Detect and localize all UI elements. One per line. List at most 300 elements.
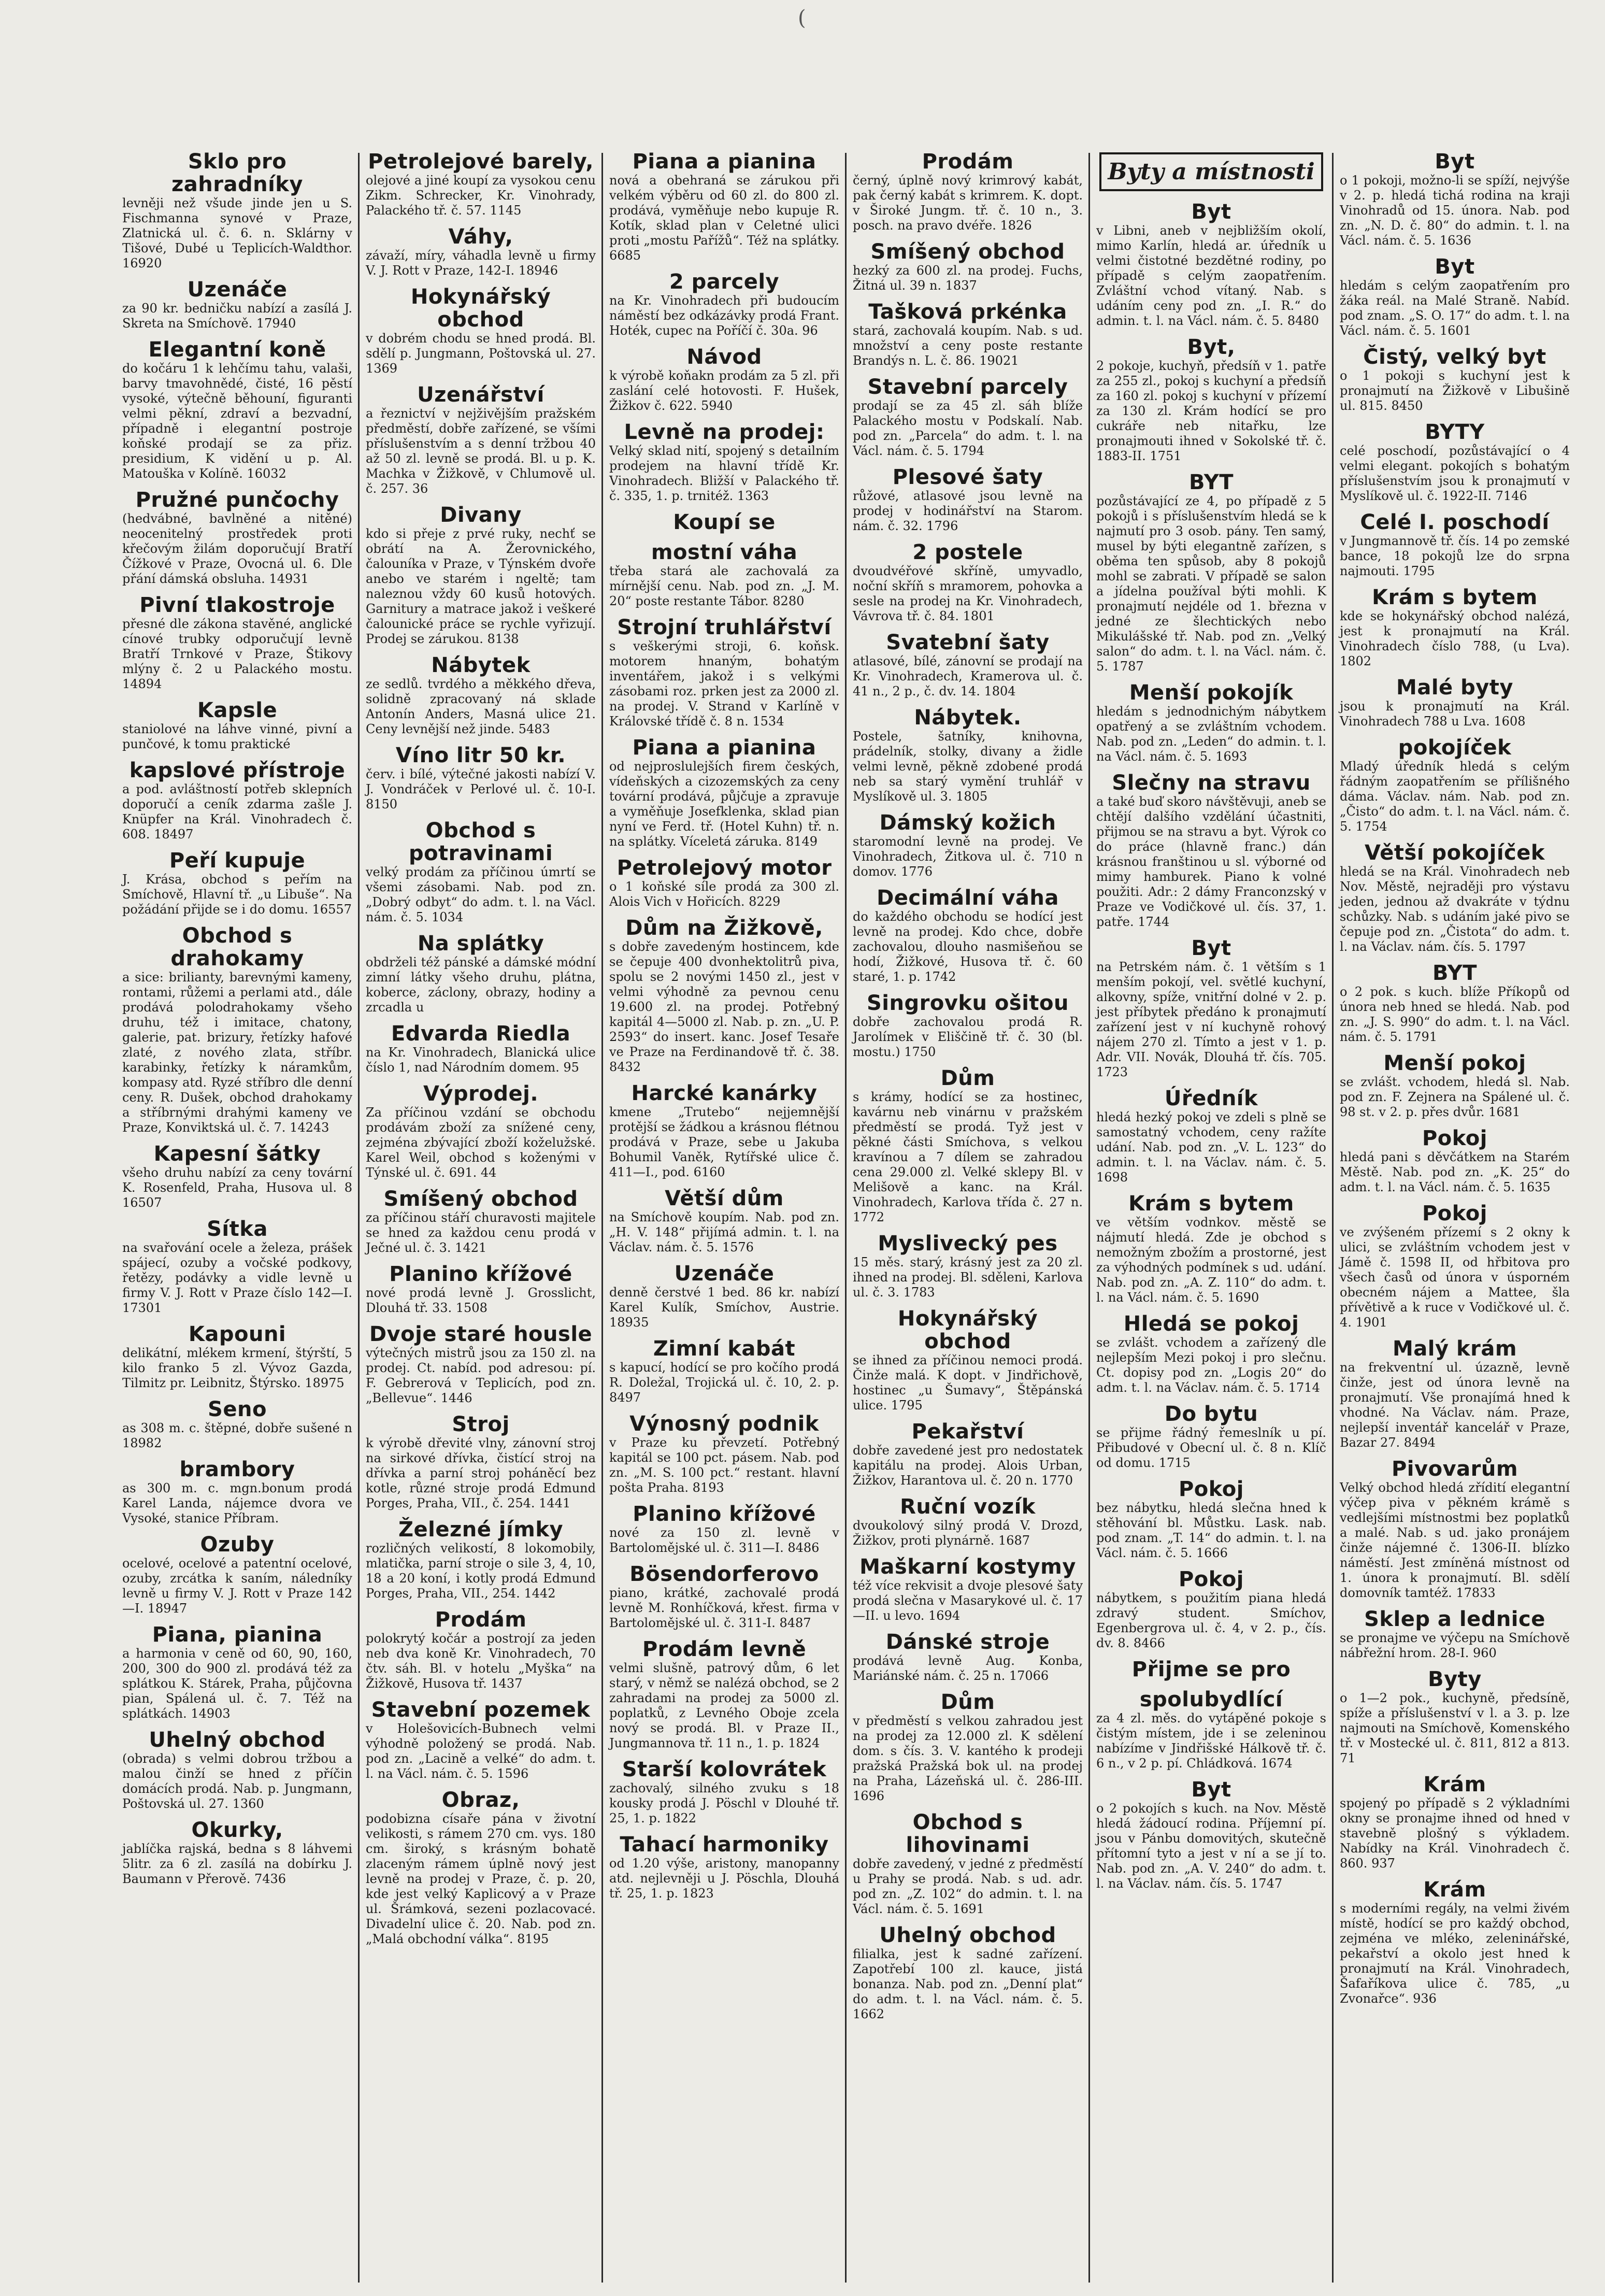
classified-ad	[609, 346, 839, 413]
classified-ad	[122, 924, 352, 1135]
ad-body: se přijme řádný řemeslník u pí. Přibudové v Obecní ul. č. 8 n. Klíč od domu. 1715	[1096, 1425, 1326, 1470]
ad-body: v dobrém chodu se hned prodá. Bl. sdělí p. Jungmann, Poštovská ul. 27. 1369	[366, 331, 596, 376]
ad-body: staromodní levně na prodej. Ve Vinohradech, Žitkova ul. č. 710 n domov. 1776	[853, 834, 1083, 879]
ad-heading: Hledá se pokoj	[1123, 1312, 1299, 1336]
classified-ad	[1340, 736, 1570, 834]
classified-ad	[853, 811, 1083, 879]
classified-ad	[122, 594, 352, 692]
ad-body: výtečných mistrů jsou za 150 zl. na prodej. Ct. nabíd. pod adresou: pí. F. Gebrerová v Teplicích, pod zn. „Bellevue“. 1446	[366, 1346, 596, 1405]
ad-body: kde se hokynářský obchod nalézá, jest k pronajmutí na Král. Vinohradech číslo 788, (u Lva). 1802	[1340, 609, 1570, 668]
ad-heading: Plesové šaty	[892, 465, 1043, 489]
ad-heading: Malé byty	[1396, 676, 1513, 700]
ad-heading: Výnosný podnik	[629, 1412, 819, 1436]
ad-heading: Ozuby	[200, 1533, 275, 1557]
ad-heading: Maškarní kostymy	[859, 1555, 1076, 1579]
ad-heading: Dům	[940, 1066, 995, 1090]
classified-ad	[366, 1608, 596, 1691]
ad-body: denně čerstvé 1 bed. 86 kr. nabízí Karel Kulík, Smíchov, Austrie. 18935	[609, 1285, 839, 1330]
ad-body: závaží, míry, váhadla levně u firmy V. J. Rott v Praze, 142-I. 18946	[366, 248, 596, 278]
column-rule	[1088, 153, 1090, 2283]
ad-body: (obrada) s velmi dobrou tržbou a malou činží se hned z příčin domácích prodá. Nab. p. Jungmann, Poštovská ul. 27. 1360	[122, 1751, 352, 1811]
ad-heading: Pokoj	[1178, 1477, 1244, 1501]
ad-heading: Byty	[1428, 1667, 1482, 1691]
ad-heading: Krám s bytem	[1128, 1192, 1294, 1216]
ad-heading: Singrovku ošitou	[867, 991, 1069, 1015]
ad-heading: Výprodej.	[423, 1082, 539, 1106]
ad-heading: Byt	[1191, 1778, 1231, 1802]
classified-ad	[609, 421, 839, 504]
ad-heading: Menší pokojík	[1129, 681, 1294, 705]
ad-heading: pokojíček	[1398, 736, 1512, 760]
ad-heading: Peří kupuje	[169, 849, 306, 873]
classified-ad	[1340, 150, 1570, 248]
ad-heading: Dánské stroje	[885, 1630, 1050, 1654]
ad-body: rozličných velikostí, 8 lokomobily, mlatička, parní stroje o sile 3, 4, 10, 18 a 20 koní, i kotly prodá Edmund Porges, Praha, VII., 254. 1442	[366, 1541, 596, 1601]
ad-body: (hedvábné, bavlněné a nitěné) neocenitelný prostředek proti křečovým žilám doporučují Bratří Čížkové v Praze, Ovocná ul. 6. Dle přání dámská obsluha. 14931	[122, 511, 352, 586]
ad-body: Za příčinou vzdání se obchodu prodávám zboží za snížené ceny, zejména zbývající zboží koželužské. Karel Weil, obchod s koženými v Týnské ul. č. 691. 44	[366, 1105, 596, 1180]
ad-body: hledá se na Král. Vinohradech neb Nov. Městě, nejraději pro výstavu jeden, jednou až dvakráte v týdnu schůzky. Nab. s udáním jaké pivo se čepuje pod zn. „Čistota“ do adm. t. l. na Václav. nám. čís. 5. 1797	[1340, 864, 1570, 954]
ad-body: v předměstí s velkou zahradou jest na prodej za 12.000 zl. K sdělení dom. s čís. 3. V. kantého k prodeji pražská Pražská bok ul. na prodej na Praha, Lázeňská ul. č. 286-III. 1696	[853, 1714, 1083, 1803]
ad-body: kdo si přeje z prvé ruky, nechť se obrátí na A. Žerovnického, čalouníka v Praze, v Týnském dvoře anebo ve starém i ngeltě; tam naleznou vždy 60 kusů hotových. Garnitury a matrace jakož i veškeré čalounické práce se rychle vyřizují. Prodej se zárukou. 8138	[366, 526, 596, 646]
ad-heading: Edvarda Riedla	[391, 1022, 571, 1046]
ad-body: as 308 m. c. štěpné, dobře sušené n 18982	[122, 1421, 352, 1450]
classified-ad	[1096, 772, 1326, 930]
ad-heading: Úředník	[1164, 1087, 1258, 1110]
ad-body: polokrytý kočár a postrojí za jeden neb dva koně Kr. Vinohradech, 70 čtv. sáh. Bl. v hotelu „Myška“ na Žižkově, Husova tř. 1437	[366, 1631, 596, 1691]
ad-body: v Jungmannově tř. čís. 14 po zemské bance, 18 pokojů lze do srpna najmouti. 1795	[1340, 534, 1570, 578]
classified-ad	[853, 1924, 1083, 2022]
classified-ad	[1340, 1052, 1570, 1120]
ad-body: dobře zavedené jest pro nedostatek kapitálu na prodej. Alois Urban, Žižkov, Harantova ul. č. 20 n. 1770	[853, 1443, 1083, 1488]
ad-heading: Sklep a lednice	[1364, 1607, 1545, 1631]
ad-body: a řeznictví v nejživějším pražském předměstí, dobře zařízené, se všími příslušenstvím a s denní tržbou 40 až 50 zl. levně se prodá. Bl. u p. K. Machka v Žižkově, v Chlumově ul. č. 257. 36	[366, 406, 596, 496]
ad-heading: Piana a pianina	[632, 736, 816, 760]
ad-body: hezký za 600 zl. na prodej. Fuchs, Žitná ul. 39 n. 1837	[853, 263, 1083, 293]
ad-body: k výrobě dřevité vlny, zánovní stroj na sirkové dřívka, čistící stroj na dřívka a parní stroj poháněcí bez kotle, různé stroje prodá Edmund Porges, Praha, VII., č. 254. 1441	[366, 1436, 596, 1510]
classified-ad	[609, 616, 839, 729]
classified-ad	[122, 759, 352, 842]
classified-ad	[1340, 1668, 1570, 1766]
classified-ad	[1096, 1192, 1326, 1305]
ad-heading: Čistý, velký byt	[1363, 345, 1546, 369]
ad-heading: Byt,	[1187, 335, 1236, 359]
column-3	[606, 150, 842, 2285]
ad-heading: Smíšený obchod	[383, 1187, 578, 1211]
ad-heading: Do bytu	[1164, 1402, 1258, 1426]
classified-ad	[609, 1638, 839, 1751]
ad-heading: Divany	[440, 503, 522, 527]
classified-ad	[853, 1556, 1083, 1623]
ad-heading: BYT	[1432, 961, 1478, 985]
classified-ad	[853, 706, 1083, 804]
ad-body: za 90 kr. bedničku nabízí a zasílá J. Skreta na Smíchově. 17940	[122, 301, 352, 331]
ad-body: velký prodám za příčinou úmrtí se všemi zásobami. Nab. pod zn. „Dobrý odbyt“ do adm. t. l. na Václ. nám. č. 5. 1034	[366, 865, 596, 924]
ad-body: hledám s celým zaopatřením pro žáka reál. na Malé Straně. Nabíd. pod znam. „S. O. 17“ do adm. t. l. na Václ. nám. č. 5. 1601	[1340, 278, 1570, 338]
page-top-mark: (	[798, 6, 806, 30]
ad-heading: Starší kolovrátek	[622, 1758, 827, 1781]
ad-heading: Tašková prkénka	[868, 300, 1067, 324]
classified-ad	[122, 699, 352, 752]
ad-heading: Váhy,	[448, 225, 513, 249]
ad-heading: Petrolejové barely,	[368, 150, 594, 174]
classified-ad	[609, 1413, 839, 1495]
classified-ad	[1340, 1878, 1570, 2006]
ad-body: od nejproslulejších firem českých, vídeňských a cizozemských za ceny tovární prodává, půjčuje a zpravuje a vyměňuje Josefklenka, sklad pian nyní ve Ferd. tř. (Hotel Kuhn) tř. n. na splátky. Víceletá záruka. 8149	[609, 759, 839, 849]
classified-ad	[366, 504, 596, 647]
classified-ad	[609, 541, 839, 609]
ad-body: stará, zachovalá koupím. Nab. s ud. množství a ceny poste restante Brandýs n. L. č. 86. 19021	[853, 323, 1083, 368]
ad-heading: Stavební parcely	[867, 375, 1068, 399]
ad-heading: Myslivecký pes	[878, 1232, 1058, 1256]
ad-heading: Obchod s potravinami	[408, 819, 553, 865]
ad-body: s moderními regály, na velmi živém místě, hodící se pro každý obchod, zejména ve mléko, zeleninářské, pekařství a okolo jest hned k pronajmutí na Král. Vinohradech, Šafaříkova ulice č. 785, „u Zvonařce“. 936	[1340, 1901, 1570, 2006]
ad-heading: Ruční vozík	[900, 1495, 1036, 1519]
ad-body: s veškerými stroji, 6. koňsk. motorem hnaným, bohatým inventářem, jakož i s velkými zásobami roz. prken jest za 2000 zl. na prodej. V. Strand v Karlíně v Královské třídě č. 8 n. 1534	[609, 639, 839, 729]
classified-ad	[1340, 842, 1570, 954]
classified-ad	[1340, 1202, 1570, 1330]
classified-ad	[122, 1623, 352, 1721]
ad-body: delikátní, mlékem krmení, štýrští, 5 kilo franko 5 zl. Vývoz Gazda, Tilmitz pr. Leibnitz, Štýrsko. 18975	[122, 1346, 352, 1390]
ad-heading: Dům	[940, 1690, 995, 1714]
ad-body: atlasové, bílé, zánovní se prodají na Kr. Vinohradech, Kramerova ul. č. 41 n., 2 p., č. dv. 14. 1804	[853, 654, 1083, 698]
ad-body: velmi slušně, patrový dům, 6 let starý, v němž se nalézá obchod, se 2 zahradami na prodej za 5000 zl. poplatků, z Levného Oboje zcela nový se prodá. Bl. v Praze II., Jungmannova tř. 11 n., 1. p. 1824	[609, 1661, 839, 1750]
ad-heading: Prodám	[922, 150, 1014, 174]
ad-body: se zvlášt. vchodem, hledá sl. Nab. pod zn. F. Zejnera na Spálené ul. č. 98 st. v 2. p. přes dvůr. 1681	[1340, 1075, 1570, 1119]
ad-heading: Harcké kanárky	[631, 1081, 818, 1105]
classified-ad	[1340, 1337, 1570, 1450]
ad-body: s dobře zavedeným hostincem, kde se čepuje 400 dvonhektolitrů piva, spolu se 2 novými 1450 zl., jest v velmi výhodně za pevnou cenu 19.600 zl. na prodej. Potřebný kapitál 4—5000 zl. Nab. p. zn. „U. P. 2593“ do insert. kanc. Josef Tesaře ve Praze na Ferdinandově tř. č. 38. 8432	[609, 939, 839, 1074]
classified-ad	[853, 240, 1083, 293]
classified-ad	[122, 150, 352, 271]
ad-heading: Levně na prodej:	[624, 420, 825, 444]
classified-ad	[366, 383, 596, 496]
ad-heading: Slečny na stravu	[1112, 771, 1311, 795]
ad-body: červ. i bílé, výtečné jakosti nabízí V. J. Vondráček v Perlové ul. č. 10-I. 8150	[366, 767, 596, 811]
ad-body: dvoudvéřové skříně, umyvadlo, noční skříň s mramorem, pohovka a sesle na prodej na Kr. Vinohradech, Vávrova tř. č. 84. 1801	[853, 564, 1083, 623]
ad-heading: Celé I. poschodí	[1360, 510, 1550, 534]
ad-heading: Menší pokoj	[1383, 1051, 1526, 1075]
ad-heading: Kapsle	[197, 698, 278, 722]
column-2	[363, 150, 599, 2285]
ad-heading: Piana, pianina	[152, 1623, 323, 1647]
classified-ad	[853, 887, 1083, 985]
ad-body: na Kr. Vinohradech při budoucím náměstí bez odkázávky prodá Frant. Hoték, cupec na Poříčí č. 30a. 96	[609, 293, 839, 338]
ad-body: na svařování ocele a železa, prášek spájecí, ozuby a vočské podkovy, řetězy, podávky a vidle levně u firmy V. J. Rott v Praze číslo 142—I. 17301	[122, 1240, 352, 1315]
ad-body: s kapucí, hodící se pro kočího prodá R. Doležal, Trojická ul. č. 10, 2. p. 8497	[609, 1360, 839, 1405]
ad-heading: Krám	[1423, 1878, 1486, 1902]
classified-ad	[1340, 511, 1570, 579]
ad-body: jsou k pronajmutí na Král. Vinohradech 788 u Lva. 1608	[1340, 699, 1570, 729]
ad-body: kmene „Trutebo“ nejjemnější protější se žádkou a krásnou flétnou prodává v Praze, sebe u Jakuba Bohumil Vaněk, Rytířské ulice č. 411—I., pod. 6160	[609, 1105, 839, 1179]
ad-body: ve větším vodnkov. městě se nájmutí hledá. Zde je obchod s nemožným zbožím a prostorné, jest za výhodných podmínek s ud. udání. Nab. pod zn. „A. Z. 110“ do adm. t. l. na Václ. nám. č. 5. 1690	[1096, 1215, 1326, 1305]
classified-ad	[609, 1337, 839, 1405]
classified-ad	[366, 1082, 596, 1180]
classified-ad	[366, 654, 596, 737]
ad-heading: Dámský kožich	[879, 811, 1056, 835]
classified-ad	[122, 1323, 352, 1391]
ad-body: pozůstávající ze 4, po případě z 5 pokojů i s příslušenstvím hledá se k najmutí pro 3 osob. pány. Ten samý, musel by býti elegantně zařízen, s oběma ten spůsob, aby 8 pokojů mohl se zabrati. V případě se salon a jídelna používal býti mohli. K pronajmutí nejdéle od 1. března v jedné ze šlechtických nebo Mikulášské tř. Nab. pod zn. „Velký salon“ do adm. t. l. na Václ. nám. č. 5. 1787	[1096, 494, 1326, 674]
ad-body: ocelové, ocelové a patentní ocelové, ozuby, zrcátka k saním, náledníky levně u firmy V. J. Rott v Praze 142—I. 18947	[122, 1556, 352, 1616]
ad-body: do kočáru 1 k lehčímu tahu, valaši, barvy tmavohnědé, čisté, 16 pěstí vysoké, výtečně běhouní, figuranti velmi pěkní, zdraví a bezvadní, případně i elegantní postroje koňské prodají se za přiz. presidium, K vidění u p. Al. Matouška v Kolíně. 16032	[122, 361, 352, 481]
ad-heading: Malý krám	[1392, 1337, 1517, 1361]
ad-body: celé poschodí, pozůstávající o 4 velmi elegant. pokojích s bohatým příslušenstvím jsou k pronajmutí v Myslíkově ul. č. 1922-II. 7146	[1340, 444, 1570, 503]
classified-ad	[609, 511, 839, 534]
ad-body: a sice: brilianty, barevnými kameny, rontami, růžemi a perlami atd., dále prodává polodrahokamy všeho druhu, též i imitace, chatony, galerie, pat. brizury, řetízky hafové zlaté, z nového zlata, stříbr. karabinky, řetízky k náramkům, kompasy atd. Ryzé stříbro dle denní ceny. R. Dušek, obchod drahokamy a stříbrnými drahými kameny ve Praze, Konviktská ul. č. 7. 14243	[122, 970, 352, 1135]
classified-ad	[853, 1232, 1083, 1300]
classified-ad	[1340, 1458, 1570, 1601]
classified-ad	[853, 301, 1083, 368]
ad-body: všeho druhu nabízí za ceny tovární K. Rosenfeld, Praha, Husova ul. 8 16507	[122, 1165, 352, 1210]
classified-ad	[853, 150, 1083, 233]
classified-ad	[609, 917, 839, 1075]
column-4	[850, 150, 1086, 2285]
ad-heading: Obchod s lihovinami	[906, 1810, 1030, 1857]
classified-ad	[366, 1789, 596, 1947]
ad-body: dobře zavedený, v jedné z předměstí u Prahy se prodá. Nab. s ud. adr. pod zn. „Z. 102“ do admin. t. l. na Václ. nám. č. 5. 1691	[853, 1857, 1083, 1916]
classified-ad	[853, 1067, 1083, 1225]
ad-body: přesné dle zákona stavěné, anglické cínové trubky odporučují levně Bratří Trnkové v Praze, Štikovy mlýny č. 2 u Palackého mostu. 14894	[122, 617, 352, 691]
classified-ad	[366, 744, 596, 812]
ad-body: staniolové na láhve vinné, pivní a punčové, k tomu praktické	[122, 722, 352, 751]
ad-body: ve zvýšeném přízemí s 2 okny k ulici, se zvláštním vchodem jest v Jámě č. 1598 II, od hřbitova pro všech časů od února v úsporném obecném nájem a Mattee, šla přívětivě a k ruce v Vodičkové ul. č. 4. 1901	[1340, 1225, 1570, 1330]
ad-heading: Byt	[1435, 150, 1475, 174]
classified-ad	[366, 150, 596, 218]
ad-body: Velký obchod hledá zřídití elegantní výčep piva v pěkném krámě s vedlejšími místnostmi bez poplatků a malé. Nab. s ud. jako pronájem činže nájemné č. 1306-II. blízko náměstí. Jest zmíněná místnost od 1. února k pronajmutí. Bl. sdělí domovník tamtéž. 17833	[1340, 1480, 1570, 1600]
ad-heading: Seno	[208, 1397, 267, 1421]
ad-heading: Krám	[1423, 1773, 1486, 1796]
ad-heading: Koupí se	[673, 510, 776, 534]
ad-heading: Pokoj	[1422, 1202, 1487, 1225]
classified-ad	[609, 1503, 839, 1556]
ad-heading: Hokynářský obchod	[897, 1307, 1038, 1353]
ad-body: dvoukolový silný prodá V. Drozd, Žižkov, proti plynárně. 1687	[853, 1518, 1083, 1548]
classified-ad	[1096, 1688, 1326, 1771]
ad-body: na Smíchově koupím. Nab. pod zn. „H. V. 148“ přijímá admin. t. l. na Václav. nám. č. 5. 1576	[609, 1210, 839, 1254]
ad-body: as 300 m. c. mgn.bonum prodá Karel Landa, nájemce dvora ve Vysoké, stanice Příbram.	[122, 1481, 352, 1525]
ad-body: o 1 koňské síle prodá za 300 zl. Alois Vich v Hořicích. 8229	[609, 879, 839, 909]
ad-heading: Víno litr 50 kr.	[395, 744, 566, 767]
ad-body: J. Krása, obchod s peřím na Smíchově, Hlavní tř. „u Libuše“. Na požádání přijde se i do domu. 16557	[122, 872, 352, 917]
classified-ad	[609, 857, 839, 909]
ad-body: nové za 150 zl. levně v Bartolomějské ul. č. 311—I. 8486	[609, 1525, 839, 1555]
classified-ad	[1096, 681, 1326, 764]
classified-ad	[1340, 1127, 1570, 1195]
ad-body: Mladý úředník hledá s celým řádným zaopatřením se přílišného dáma. Václav. nám. Nab. pod zn. „Čisto“ do adm. t. l. na Václ. nám. č. 5. 1754	[1340, 759, 1570, 834]
ad-body: též více rekvisit a dvoje plesové šaty prodá slečna v Masarykové ul. č. 17—II. u levo. 1694	[853, 1578, 1083, 1623]
ad-body: Velký sklad nití, spojený s detailním prodejem na hlavní třídě Kr. Vinohradech. Bližší v Palackého tř. č. 335, 1. p. trnitéž. 1363	[609, 444, 839, 503]
ad-heading: Železné jímky	[398, 1518, 564, 1542]
ad-body: hledá pani s děvčátkem na Starém Městě. Nab. pod zn. „K. 25“ do adm. t. l. na Václ. nám. č. 5. 1635	[1340, 1150, 1570, 1194]
ad-heading: Byt	[1191, 936, 1231, 960]
ad-heading: Nábytek	[431, 653, 531, 677]
classified-ad	[122, 1458, 352, 1526]
ad-body: piano, krátké, zachovalé prodá levně M. Ronhíčková, křest. firma v Bartolomějské ul. č. 311-I. 8487	[609, 1586, 839, 1630]
classified-ad	[366, 1263, 596, 1316]
ad-body: hledám s jednodnichým nábytkem opatřený a se zvláštním vchodem. Nab. pod zn. „Leden“ do admin. t. l. na Václ. nám. č. 5. 1693	[1096, 704, 1326, 764]
ad-body: v Holešovicích-Bubnech velmi výhodně položený se prodá. Nab. pod zn. „Lacině a velké“ do adm. t. l. na Václ. nám. č. 5. 1596	[366, 1721, 596, 1781]
ad-body: na frekventní ul. úzazně, levně činže, jest od února levně na pronajmutí. Vše pronajímá hned k vhodné. Na Václav. nám. Praze, nejlepší inventář kancelář v Praze, Bazar 27. 8494	[1340, 1360, 1570, 1450]
classified-ad	[122, 1533, 352, 1616]
ad-heading: Dvoje staré housle	[369, 1322, 593, 1346]
classified-ad	[853, 631, 1083, 699]
ad-heading: Piana a pianina	[632, 150, 816, 174]
classified-ad	[1340, 255, 1570, 338]
column-rule	[358, 153, 360, 2283]
classified-ad	[609, 1563, 839, 1631]
classified-ad	[1096, 1478, 1326, 1561]
ad-body: na Kr. Vinohradech, Blanická ulice číslo 1, nad Národním domem. 95	[366, 1045, 596, 1075]
column-1	[119, 150, 355, 2285]
classified-ad	[366, 225, 596, 278]
ad-heading: Přijme se pro	[1131, 1658, 1291, 1681]
ad-body: se ihned za příčinou nemoci prodá. Činže malá. K dopt. v Jindřichově, hostinec „u Šumavy“, Štěpánská ulice. 1795	[853, 1353, 1083, 1413]
classified-ad	[1096, 1087, 1326, 1185]
ad-body: k výrobě koňakn prodám za 5 zl. při zaslání celé hotovosti. F. Hušek, Žižkov č. 622. 5940	[609, 368, 839, 413]
classified-ad	[366, 819, 596, 925]
classified-ad	[609, 1082, 839, 1180]
ad-heading: Sítka	[207, 1217, 268, 1241]
ad-heading: Kapesní šátky	[153, 1142, 321, 1166]
ad-heading: Byt	[1191, 200, 1231, 224]
ad-body: nábytkem, s použitím piana hledá zdravý student. Smíchov, Egenbergrova ul. č. 4, v 2. p., čís. dv. 8. 8466	[1096, 1591, 1326, 1650]
ad-heading: Obraz,	[441, 1788, 520, 1812]
ad-heading: BYT	[1188, 470, 1234, 494]
classified-ad	[609, 1758, 839, 1826]
ad-body: o 2 pokojích s kuch. na Nov. Městě hledá žádoucí rodina. Příjemní pí. jsou v Pánbu domovitých, skutečně přítomní tyto a jest v ní a se jí to. Nab. pod zn. „A. V. 240“ do adm. t. l. na Václav. nám. čís. 5. 1747	[1096, 1801, 1326, 1891]
classified-ad	[366, 1022, 596, 1075]
classified-ad	[366, 1413, 596, 1511]
classified-ad	[1340, 421, 1570, 504]
ad-heading: Uzenářství	[417, 383, 544, 407]
ad-body: levněji než všude jinde jen u S. Fischmanna synové v Praze, Zlatnická ul. č. 6. n. Sklárny v Tišové, Dubé u Teplicích-Waldthor. 16920	[122, 196, 352, 270]
classified-ad	[1340, 676, 1570, 729]
classified-ad	[1096, 336, 1326, 464]
classified-ad	[1340, 1773, 1570, 1871]
ad-body: prodají se za 45 zl. sáh blíže Palackého mostu v Podskalí. Nab. pod zn. „Parcela“ do adm. t. l. na Václ. nám. č. 5. 1794	[853, 398, 1083, 458]
ad-heading: Obchod s drahokamy	[170, 924, 304, 971]
section-header: Byty a místnosti	[1099, 152, 1323, 191]
classified-ad	[853, 1307, 1083, 1413]
ad-heading: BYTY	[1425, 420, 1485, 444]
ad-heading: 2 postele	[912, 540, 1023, 564]
classified-ad	[609, 736, 839, 849]
classified-ad	[853, 1420, 1083, 1488]
classified-ad	[609, 1833, 839, 1901]
column-rule	[601, 153, 603, 2283]
ad-heading: Sklo pro zahradníky	[171, 150, 303, 196]
classified-ad	[1096, 1403, 1326, 1471]
ad-body: nová a obehraná se zárukou při velkém výběru od 60 zl. do 800 zl. prodává, vyměňuje nebo kupuje R. Kotík, sklad plan v Celetné ulici proti „mostu Pařížů“. Též na splátky. 6685	[609, 173, 839, 263]
classified-ad	[122, 1729, 352, 1812]
classified-ad	[1096, 1658, 1326, 1681]
ad-heading: Pivovarům	[1391, 1457, 1518, 1481]
ad-heading: Petrolejový motor	[617, 856, 832, 880]
classified-ad	[122, 1143, 352, 1210]
classified-ad	[122, 849, 352, 917]
ad-heading: spolubydlící	[1139, 1688, 1283, 1712]
classified-ad	[122, 1819, 352, 1887]
ad-heading: Prodám	[435, 1608, 527, 1632]
ad-body: o 1—2 pok., kuchyně, předsíně, spíže a příslušenství v l. a 3. p. lze najmouti na Smíchově, Komenského tř. v Mostecké ul. č. 811, 812 a 813. 71	[1340, 1691, 1570, 1765]
classified-ad	[1340, 1608, 1570, 1661]
ad-body: podobizna císaře pána v životní velikosti, s rámem 270 cm. vys. 180 cm. široký, s krásným bohatě zlaceným rámem úplně nový jest levně na prodej v Praze, č. p. 20, kde jest velký Kaplicový a v Praze ul. Šrámková, sezeni pozlacovacé. Divadelní ulice č. 20. Nab. pod zn. „Malá obchodní válka“. 8195	[366, 1812, 596, 1946]
ad-heading: Pokoj	[1178, 1567, 1244, 1591]
ad-heading: Návod	[686, 345, 762, 369]
ad-body: 2 pokoje, kuchyň, předsíň v 1. patře za 255 zl., pokoj s kuchyní a předsíň za 160 zl. pokoj s kuchyní v přízemí za 130 zl. Krám hodící se pro cukráře neb nitařku, lze pronajmouti ihned v Sokolské tř. č. 1883-II. 1751	[1096, 359, 1326, 463]
classified-ad	[853, 1811, 1083, 1917]
ad-body: se pronajme ve výčepu na Smíchově nábřežní hrom. 28-I. 960	[1340, 1631, 1570, 1660]
ad-body: obdrželi též pánské a dámské módní zimní látky všeho druhu, plátna, koberce, záclony, obrazy, hodiny a zrcadla u	[366, 955, 596, 1015]
ad-heading: Pokoj	[1422, 1126, 1487, 1150]
classified-ad	[853, 376, 1083, 459]
ad-body: v Praze ku převzetí. Potřebný kapitál se 100 pct. pásem. Nab. pod zn. „M. S. 100 pct.“ restant. hlavní pošta Praha. 8193	[609, 1435, 839, 1495]
ad-body: 15 měs. starý, krásný jest za 20 zl. ihned na prodej. Bl. sděleni, Karlova ul. č. 3. 1783	[853, 1255, 1083, 1300]
classified-ad	[1096, 1778, 1326, 1891]
ad-heading: Byt	[1435, 255, 1475, 279]
ad-body: v Libni, aneb v nejbližším okolí, mimo Karlín, hledá ar. úředník u velmi čistotné bezdětné rodiny, po případě s celým zaopatřením. Zvláštní vchod vítaný. Nab. s udáním ceny pod zn. „I. R.“ do admin. t. l. na Václ. nám. č. 5. 8480	[1096, 223, 1326, 328]
ad-heading: Zimní kabát	[653, 1337, 796, 1361]
ad-heading: Bösendorferovo	[629, 1562, 819, 1586]
ad-body: hledá hezký pokoj ve zdeli s plně se samostatný vchodem, ceny ražíte udání. Nab. pod zn. „V. L. 123“ do admin. t. l. na Václav. nám. č. 5. 1698	[1096, 1110, 1326, 1185]
column-rule	[845, 153, 847, 2283]
classified-ad	[122, 489, 352, 587]
classified-ad	[1340, 962, 1570, 1045]
ad-heading: Uhelný obchod	[149, 1728, 326, 1752]
ad-heading: kapslové přístroje	[129, 759, 346, 782]
classified-ad	[1096, 471, 1326, 674]
classified-ad	[122, 1218, 352, 1316]
ad-heading: Pružné punčochy	[135, 488, 339, 512]
ad-body: ze sedlů. tvrdého a měkkého dřeva, solidně zpracovaný ná sklade Antonín Anders, Masná ulice 21. Ceny levnější než jinde. 5483	[366, 677, 596, 736]
ad-heading: Planino křížové	[389, 1262, 572, 1286]
ad-heading: Stavební pozemek	[371, 1698, 591, 1722]
ad-heading: Na splátky	[417, 932, 544, 956]
ad-heading: mostní váha	[651, 540, 798, 564]
classified-ad	[853, 992, 1083, 1060]
ad-heading: Uzenáče	[187, 278, 288, 302]
ad-heading: Hokynářský obchod	[410, 285, 551, 332]
ad-heading: Krám s bytem	[1372, 586, 1538, 609]
classified-ad	[609, 1187, 839, 1255]
ad-body: o 1 pokoji s kuchyní jest k pronajmutí na Žižkově v Libušině ul. 815. 8450	[1340, 368, 1570, 413]
ad-body: na Petrském nám. č. 1 větším s 1 menším pokojí, vel. světlé kuchyní, alkovny, spíže, vnitřní dolné v 2. p. jest příbytek předáno k pronajmutí zařízení jest v ní kuchyně rohový nájem 270 zl. Tímto a jest v 1. p. Adr. VII. Novák, Dlouhá tř. čís. 705. 1723	[1096, 960, 1326, 1079]
ad-heading: Nábytek.	[914, 706, 1022, 730]
classified-ad	[122, 338, 352, 481]
ad-heading: brambory	[179, 1458, 295, 1481]
ad-heading: Prodám levně	[642, 1637, 807, 1661]
classified-ad	[366, 1188, 596, 1256]
ad-body: od 1.20 výše, aristony, manopanny atd. nejlevněji u J. Pöschla, Dlouhá tř. 25, 1. p. 1823	[609, 1856, 839, 1901]
classified-ad	[122, 1398, 352, 1451]
classified-ad	[853, 1631, 1083, 1684]
ad-body: a harmonia v ceně od 60, 90, 160, 200, 300 do 900 zl. prodává též za splátkou K. Stárek, Praha, půjčovna pian, Spálená ul. č. 7. Též na splátkách. 14903	[122, 1646, 352, 1721]
ad-body: s krámy, hodící se za hostinec, kavárnu neb vinárnu v pražském předměstí se prodá. Tyž jest v pěkné části Smíchova, s velkou kravínou a 7 dílem se zahradou cena 29.000 zl. Velké sklepy Bl. v Melišově a kanc. na Král. Vinohradech, Karlova třída č. 27 n. 1772	[853, 1090, 1083, 1224]
ad-heading: Smíšený obchod	[870, 240, 1065, 264]
ad-heading: Elegantní koně	[148, 338, 326, 362]
column-6	[1337, 150, 1573, 2285]
ad-body: růžové, atlasové jsou levně na prodej v hodinářství na Starom. nám. č. 32. 1796	[853, 489, 1083, 533]
classified-ad	[366, 1323, 596, 1406]
classified-ad	[1096, 201, 1326, 329]
ad-heading: Uhelný obchod	[879, 1923, 1056, 1947]
classified-ad	[1340, 346, 1570, 413]
classified-ad	[609, 1262, 839, 1330]
ad-heading: Planino křížové	[633, 1502, 816, 1526]
ad-body: do každého obchodu se hodící jest levně na prodej. Kdo chce, dobře zachovalou, dlouho nasmišeňou se hodí, Žižkové, Husova tř. č. 60 staré, 1. p. 1742	[853, 909, 1083, 984]
column-5	[1093, 150, 1329, 2285]
classified-ad	[853, 1691, 1083, 1804]
ad-body: o 2 pok. s kuch. blíže Příkopů od února neb hned se hledá. Nab. pod zn. „J. S. 990“ do adm. t. l. na Václ. nám. č. 5. 1791	[1340, 985, 1570, 1044]
